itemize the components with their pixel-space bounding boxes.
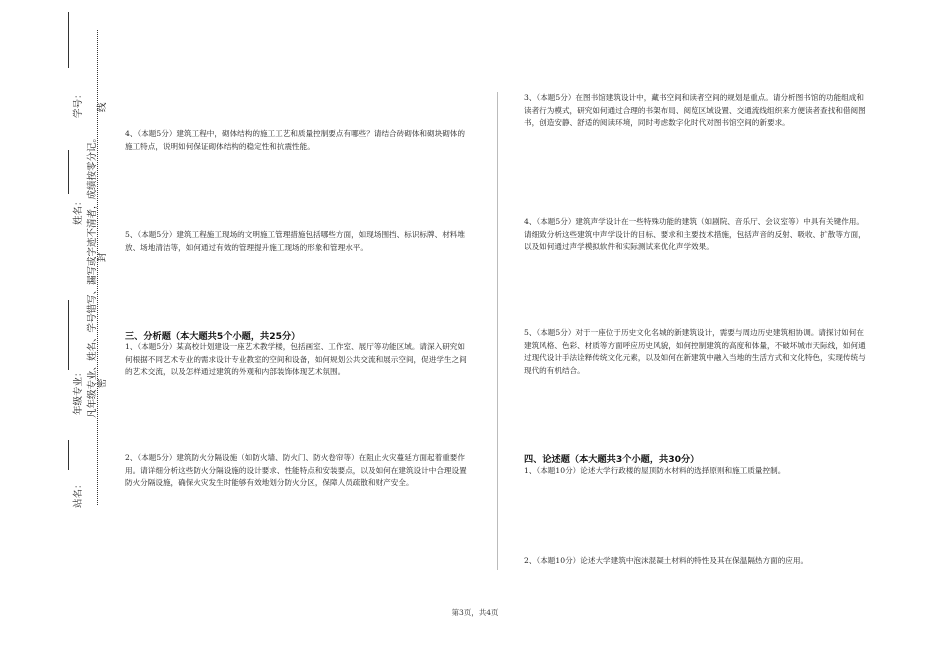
major-label: 年级专业： [73, 367, 84, 415]
page-number: 第3页，共4页 [451, 608, 499, 617]
station-label: 站名： [73, 479, 84, 508]
station-line [68, 440, 69, 470]
name-label: 姓名： [73, 196, 84, 225]
student-id-line [68, 12, 69, 68]
question-left-5: 5、（本题5分）建筑工程施工现场的文明施工管理措施包括哪些方面，如现场围挡、标识标牌、材料堆放、场地清洁等，如何通过有效的管理提升施工现场的形象和管理水平。 [125, 230, 465, 252]
major-line [68, 300, 69, 370]
question-analysis-4: 4、（本题5分）建筑声学设计在一些特殊功能的建筑（如剧院、音乐厅、会议室等）中具有关键作用。请细致分析这些建筑中声学设计的目标、要求和主要技术措施，包括声音的反射、吸收、扩散等方面，以及如何通过声学模拟软件和实际测试来优化声学效果。 [524, 217, 866, 252]
question-left-4: 4、（本题5分）建筑工程中，砌体结构的施工工艺和质量控制要点有哪些？请结合砖砌体和砌块砌体的施工特点，说明如何保证砌体结构的稳定性和抗震性能。 [125, 129, 465, 151]
seal-char-line: 线 [97, 102, 108, 112]
question-analysis-5: 5、（本题5分）对于一座位于历史文化名城的新建筑设计，需要与周边历史建筑相协调。请探讨如何在建筑风格、色彩、材质等方面呼应历史风貌，如何控制建筑的高度和体量，不破坏城市天际线，如何通过现代设计手法诠释传统文化元素，以及如何在新建筑中融入当地的生活方式和文化特色，实现传统与现代的有机结合。 [524, 328, 866, 375]
student-id-label: 学号： [73, 89, 84, 118]
name-line [68, 150, 69, 194]
question-analysis-1: 1、（本题5分）某高校计划建设一座艺术教学楼，包括画室、工作室、展厅等功能区域。请深入研究如何根据不同艺术专业的需求设计专业教室的空间和设备，如何规划公共交流和展示空间，促进学生之间的艺术交流，以及怎样通过建筑的外观和内部装饰体现艺术氛围。 [125, 342, 467, 377]
question-essay-1: 1、（本题10分）论述大学行政楼的屋顶防水材料的选择原则和施工质量控制。 [524, 466, 786, 475]
section-4-title: 四、论述题（本大题共3个小题，共30分） [524, 454, 700, 465]
seal-char-secret: 密 [97, 378, 108, 388]
seal-char-seal: 封 [97, 252, 108, 262]
question-essay-2: 2、（本题10分）论述大学建筑中泡沫混凝土材料的特性及其在保温隔热方面的应用。 [524, 556, 809, 565]
grading-warning: 凡年级专业、姓名、学号错写、漏写或字迹不清者，成绩按零分记。 [87, 132, 98, 418]
column-divider [497, 92, 498, 570]
question-analysis-3: 3、（本题5分）在图书馆建筑设计中，藏书空间和读者空间的规划是重点。请分析图书馆的功能组成和读者行为模式，研究如何通过合理的书架布局、阅览区域设置、交通流线组织来方便读者查找和借阅图书，创造安静、舒适的阅读环境，同时考虑数字化时代对图书馆空间的新要求。 [524, 93, 866, 128]
question-analysis-2: 2、（本题5分）建筑防火分隔设施（如防火墙、防火门、防火卷帘等）在阻止火灾蔓延方面起着重要作用。请详细分析这些防火分隔设施的设计要求、性能特点和安装要点，以及如何在建筑设计中合理设置防火分隔设施，确保火灾发生时能够有效地划分防火分区，保障人员疏散和财产安全。 [125, 453, 467, 488]
section-3-title: 三、分析题（本大题共5个小题，共25分） [125, 331, 301, 342]
